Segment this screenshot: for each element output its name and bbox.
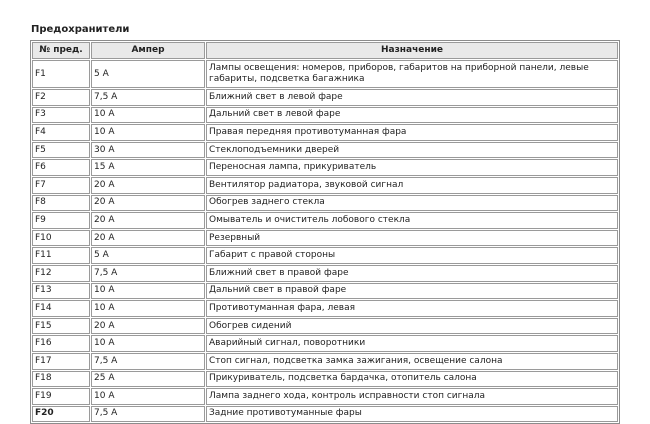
fuse-purpose-cell: Лампа заднего хода, контроль исправности стоп сигнала: [206, 388, 618, 405]
table-row: [32, 265, 618, 282]
fuse-number-cell: F2: [32, 89, 90, 106]
fuse-number-cell: F16: [32, 335, 90, 352]
column-header-number: № пред.: [32, 42, 90, 59]
fuse-purpose-cell: Габарит с правой стороны: [206, 247, 618, 264]
fuse-amp-cell: 5 A: [91, 247, 205, 264]
fuse-number-cell: F20: [32, 406, 90, 423]
fuse-purpose-cell: Дальний свет в правой фаре: [206, 283, 618, 300]
fuse-purpose-cell: Стоп сигнал, подсветка замка зажигания, освещение салона: [206, 353, 618, 370]
fuse-purpose-cell: Обогрев заднего стекла: [206, 195, 618, 212]
fuse-amp-cell: 30 A: [91, 142, 205, 159]
fuse-purpose-cell: Лампы освещения: номеров, приборов, габаритов на приборной панели, левые габариты, подсветка багажника: [206, 60, 618, 88]
fuse-number-cell: F6: [32, 159, 90, 176]
fuse-number-cell: F19: [32, 388, 90, 405]
fuse-number-cell: F11: [32, 247, 90, 264]
table-row: [32, 60, 618, 88]
fuse-amp-cell: 7,5 A: [91, 89, 205, 106]
fuse-purpose-cell: Аварийный сигнал, поворотники: [206, 335, 618, 352]
column-header-amp: Ампер: [91, 42, 205, 59]
fuse-table: [30, 40, 620, 424]
table-row: [32, 388, 618, 405]
fuse-amp-cell: 20 A: [91, 230, 205, 247]
fuse-number-cell: F14: [32, 300, 90, 317]
fuse-amp-cell: 25 A: [91, 371, 205, 388]
table-row: [32, 159, 618, 176]
fuse-amp-cell: 10 A: [91, 300, 205, 317]
table-row: [32, 124, 618, 141]
fuse-amp-cell: 7,5 A: [91, 265, 205, 282]
fuse-number-cell: F15: [32, 318, 90, 335]
fuse-purpose-cell: Резервный: [206, 230, 618, 247]
fuse-amp-cell: 15 A: [91, 159, 205, 176]
fuse-amp-cell: 10 A: [91, 107, 205, 124]
fuse-amp-cell: 7,5 A: [91, 353, 205, 370]
table-row: [32, 247, 618, 264]
table-row: [32, 300, 618, 317]
fuse-purpose-cell: Дальний свет в левой фаре: [206, 107, 618, 124]
fuse-number-cell: F9: [32, 212, 90, 229]
table-row: [32, 142, 618, 159]
fuse-number-cell: F18: [32, 371, 90, 388]
fuse-purpose-cell: Омыватель и очиститель лобового стекла: [206, 212, 618, 229]
fuse-amp-cell: 10 A: [91, 283, 205, 300]
table-body: [32, 60, 618, 422]
fuse-number-cell: F3: [32, 107, 90, 124]
fuse-purpose-cell: Задние противотуманные фары: [206, 406, 618, 423]
fuse-number-cell: F13: [32, 283, 90, 300]
fuse-number-cell: F8: [32, 195, 90, 212]
fuse-amp-cell: 10 A: [91, 388, 205, 405]
table-header-row: [32, 42, 618, 59]
fuse-purpose-cell: Обогрев сидений: [206, 318, 618, 335]
fuse-purpose-cell: Противотуманная фара, левая: [206, 300, 618, 317]
fuse-amp-cell: 20 A: [91, 177, 205, 194]
table-row: [32, 335, 618, 352]
table-row: [32, 107, 618, 124]
fuse-amp-cell: 10 A: [91, 124, 205, 141]
fuse-amp-cell: 7,5 A: [91, 406, 205, 423]
fuse-purpose-cell: Ближний свет в правой фаре: [206, 265, 618, 282]
table-row: [32, 283, 618, 300]
fuse-amp-cell: 10 A: [91, 335, 205, 352]
fuse-amp-cell: 5 A: [91, 60, 205, 88]
fuse-number-cell: F12: [32, 265, 90, 282]
fuse-purpose-cell: Правая передняя противотуманная фара: [206, 124, 618, 141]
table-row: [32, 89, 618, 106]
table-row: [32, 371, 618, 388]
fuse-number-cell: F7: [32, 177, 90, 194]
fuse-number-cell: F17: [32, 353, 90, 370]
fuse-number-cell: F1: [32, 60, 90, 88]
page-title: Предохранители: [31, 24, 130, 35]
table-row: [32, 195, 618, 212]
column-header-purpose: Назначение: [206, 42, 618, 59]
fuse-number-cell: F4: [32, 124, 90, 141]
fuse-number-cell: F10: [32, 230, 90, 247]
table-row: [32, 212, 618, 229]
table-row: [32, 318, 618, 335]
fuse-purpose-cell: Прикуриватель, подсветка бардачка, отопитель салона: [206, 371, 618, 388]
fuse-number-cell: F5: [32, 142, 90, 159]
fuse-purpose-cell: Вентилятор радиатора, звуковой сигнал: [206, 177, 618, 194]
fuse-amp-cell: 20 A: [91, 212, 205, 229]
table-row: [32, 353, 618, 370]
fuse-amp-cell: 20 A: [91, 318, 205, 335]
table-row: [32, 177, 618, 194]
table-row: [32, 230, 618, 247]
fuse-purpose-cell: Ближний свет в левой фаре: [206, 89, 618, 106]
fuse-purpose-cell: Стеклоподъемники дверей: [206, 142, 618, 159]
fuse-purpose-cell: Переносная лампа, прикуриватель: [206, 159, 618, 176]
fuse-amp-cell: 20 A: [91, 195, 205, 212]
